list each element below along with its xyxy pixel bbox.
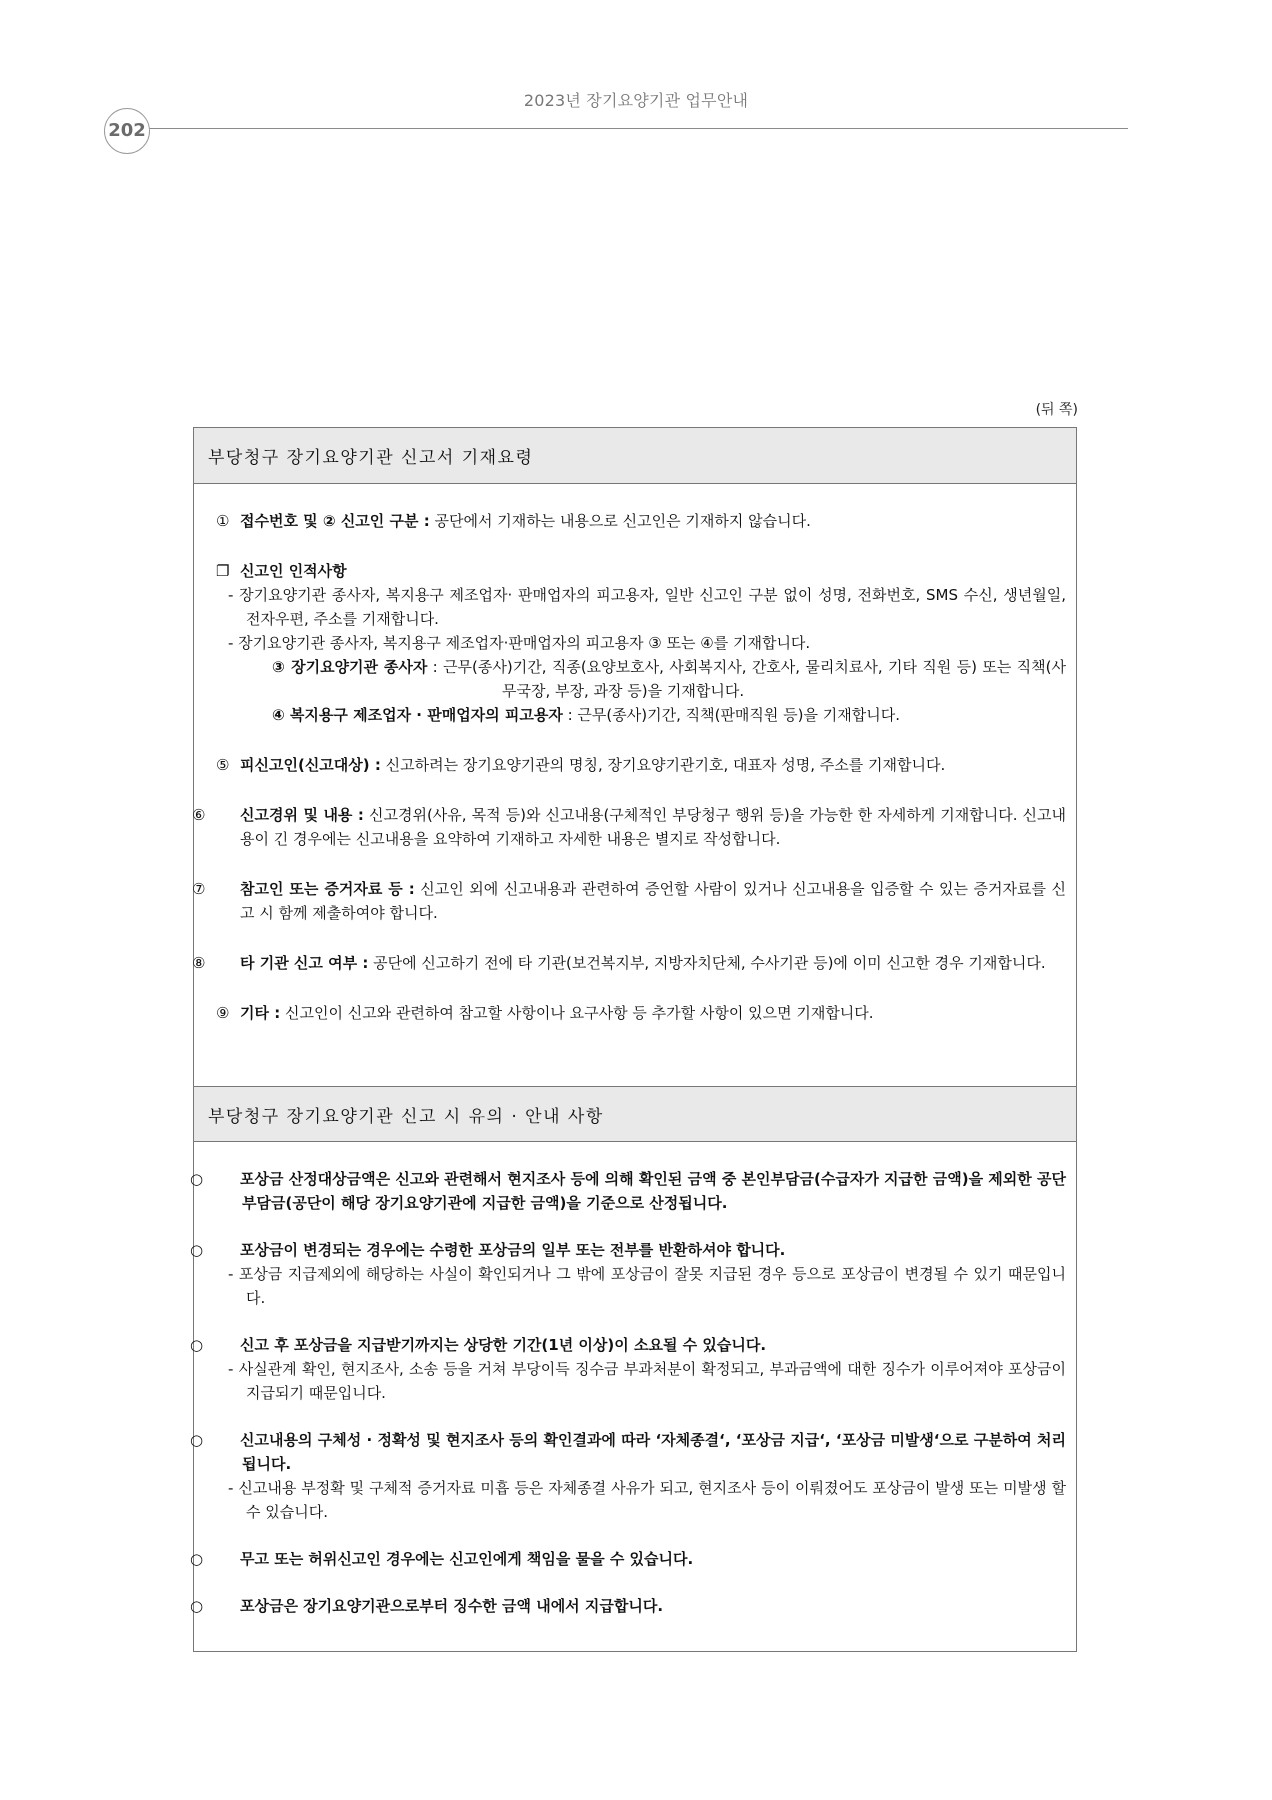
section-title-filling-guide: 부당청구 장기요양기관 신고서 기재요령 [194, 428, 1076, 484]
item-number: ⑧ [192, 954, 206, 972]
notice-bullet-6 [190, 1594, 1066, 1618]
item-heading: 참고인 또는 증거자료 등 : [240, 880, 415, 898]
running-header-title: 2023년 장기요양기관 업무안내 [523, 91, 749, 110]
notice-body [190, 1142, 1076, 1618]
sub-heading: ④ 복지용구 제조업자 · 판매업자의 피고용자 [272, 706, 563, 724]
notice-detail-3: - 사실관계 확인, 현지조사, 소송 등을 거쳐 부당이득 징수금 부과처분이 확정되고, 부과금액에 대한 징수가 이루어져야 포상금이 지급되기 때문입니다. [228, 1360, 1066, 1402]
circle-bullet-icon: ○ [190, 1336, 204, 1354]
notice-text: 포상금은 장기요양기관으로부터 징수한 금액 내에서 지급합니다. [240, 1597, 664, 1615]
header-rule [148, 128, 1128, 129]
item-text: 공단에서 기재하는 내용으로 신고인은 기재하지 않습니다. [429, 512, 811, 530]
reporter-info-sub-4 [216, 703, 1066, 727]
item-heading: 신고경위 및 내용 : [240, 806, 364, 824]
notice-bullet-2 [190, 1238, 1066, 1262]
item-5 [216, 753, 1066, 777]
sub-heading: ③ 장기요양기관 종사자 [272, 658, 428, 676]
circle-bullet-icon: ○ [190, 1170, 204, 1188]
item-number: ⑤ [216, 756, 230, 774]
item-text: 신고인 외에 신고내용과 관련하여 증언할 사람이 있거나 신고내용을 입증할 수 있는 증거자료를 신고 시 함께 제출하여야 합니다. [240, 880, 1066, 922]
item-heading: 기타 : [240, 1004, 281, 1022]
notice-bullet-1 [190, 1167, 1066, 1215]
reporter-info-line-1: - 장기요양기관 종사자, 복지용구 제조업자· 판매업자의 피고용자, 일반 신고인 구분 없이 성명, 전화번호, SMS 수신, 생년월일, 전자우편, 주소를 기재합니다. [228, 586, 1066, 628]
item-number: ⑦ [192, 880, 206, 898]
item-6 [192, 803, 1066, 851]
reporter-info-line-2: - 장기요양기관 종사자, 복지용구 제조업자·판매업자의 피고용자 ③ 또는 ④를 기재합니다. [228, 634, 811, 652]
filling-guide-body [194, 484, 1076, 1086]
reporter-info-title: 신고인 인적사항 [240, 562, 347, 580]
section-title-notice: 부당청구 장기요양기관 신고 시 유의 · 안내 사항 [194, 1086, 1076, 1142]
notice-text: 신고내용의 구체성 · 정확성 및 현지조사 등의 확인결과에 따라 ‘자체종결‘, ‘포상금 지급‘, ‘포상금 미발생‘으로 구분하여 처리됩니다. [240, 1431, 1066, 1473]
item-text: 신고경위(사유, 목적 등)와 신고내용(구체적인 부당청구 행위 등)을 가능한 한 자세하게 기재합니다. 신고내용이 긴 경우에는 신고내용을 요약하여 기재하고 자세한 내용은 별지로 작성합니다. [240, 806, 1066, 848]
instruction-form [190, 427, 1077, 1652]
item-8 [192, 951, 1066, 975]
item-text: 신고하려는 장기요양기관의 명칭, 장기요양기관기호, 대표자 성명, 주소를 기재합니다. [380, 756, 946, 774]
item-heading: 타 기관 신고 여부 : [240, 954, 369, 972]
item-text: 공단에 신고하기 전에 타 기관(보건복지부, 지방자치단체, 수사기관 등)에 이미 신고한 경우 기재합니다. [368, 954, 1046, 972]
back-side-label: (뒤 쪽) [1035, 402, 1078, 418]
notice-detail-4: - 신고내용 부정확 및 구체적 증거자료 미흡 등은 자체종결 사유가 되고, 현지조사 등이 이뤄졌어도 포상금이 발생 또는 미발생 할 수 있습니다. [228, 1479, 1066, 1521]
notice-bullet-5 [190, 1547, 1066, 1571]
item-7 [192, 877, 1066, 925]
item-text: 신고인이 신고와 관련하여 참고할 사항이나 요구사항 등 추가할 사항이 있으면 기재합니다. [280, 1004, 874, 1022]
sub-text: : 근무(종사)기간, 직종(요양보호사, 사회복지사, 간호사, 물리치료사, 기타 직원 등) 또는 직책(사무국장, 부장, 과장 등)을 기재합니다. [427, 658, 1066, 700]
notice-text: 포상금 산정대상금액은 신고와 관련해서 현지조사 등에 의해 확인된 금액 중 본인부담금(수급자가 지급한 금액)을 제외한 공단부담금(공단이 해당 장기요양기관에 지급한 금액)을 기준으로 산정됩니다. [240, 1170, 1066, 1212]
item-number: ⑥ [192, 806, 206, 824]
circle-bullet-icon: ○ [190, 1550, 204, 1568]
notice-bullet-3 [190, 1333, 1066, 1357]
notice-text: 무고 또는 허위신고인 경우에는 신고인에게 책임을 물을 수 있습니다. [240, 1550, 694, 1568]
item-heading: 접수번호 및 ② 신고인 구분 : [240, 512, 430, 530]
item-number: ⑨ [216, 1004, 230, 1022]
item-1-2 [216, 509, 1066, 533]
circle-bullet-icon: ○ [190, 1597, 204, 1615]
notice-text: 포상금이 변경되는 경우에는 수령한 포상금의 일부 또는 전부를 반환하셔야 합니다. [240, 1241, 786, 1259]
reporter-info-sub-3 [216, 655, 1066, 703]
notice-detail-2: - 포상금 지급제외에 해당하는 사실이 확인되거나 그 밖에 포상금이 잘못 지급된 경우 등으로 포상금이 변경될 수 있기 때문입니다. [228, 1265, 1066, 1307]
item-9 [216, 1001, 1066, 1025]
reporter-info-heading [216, 559, 1066, 583]
notice-text: 신고 후 포상금을 지급받기까지는 상당한 기간(1년 이상)이 소요될 수 있습니다. [240, 1336, 767, 1354]
notice-bullet-4 [190, 1428, 1066, 1476]
circle-bullet-icon: ○ [190, 1431, 204, 1449]
sub-text: : 근무(종사)기간, 직책(판매직원 등)을 기재합니다. [562, 706, 900, 724]
item-number: ① [216, 512, 230, 530]
circle-bullet-icon: ○ [190, 1241, 204, 1259]
item-heading: 피신고인(신고대상) : [240, 756, 381, 774]
box-bullet-icon: ❐ [216, 562, 230, 580]
page-number-badge: 202 [104, 108, 150, 154]
